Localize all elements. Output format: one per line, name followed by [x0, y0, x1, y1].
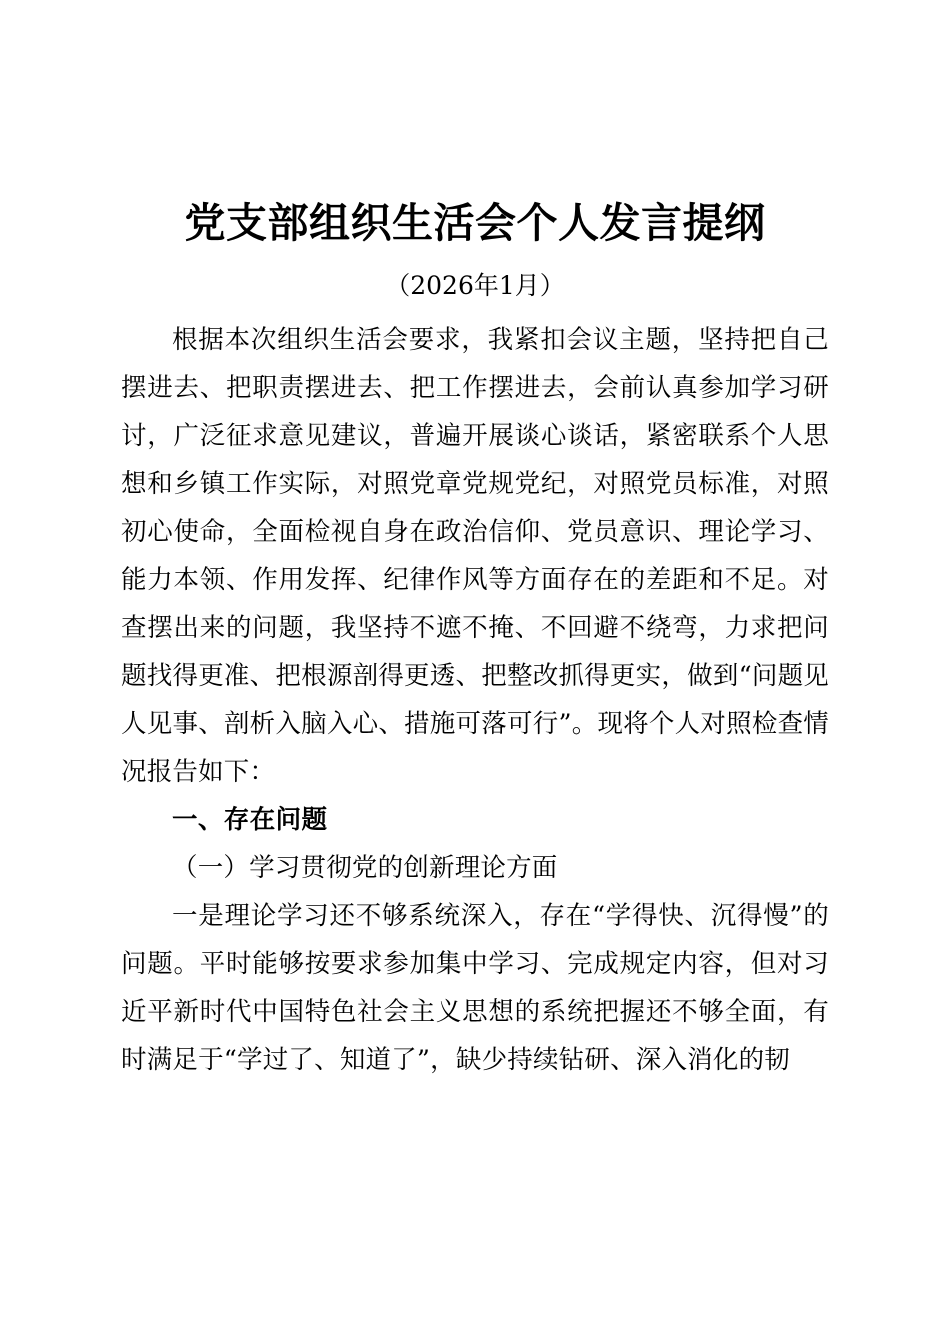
page-title: 党支部组织生活会个人发言提纲	[184, 199, 766, 247]
section-heading-existing-problems: 一、存在问题	[172, 805, 328, 835]
sub-paragraph-first-point: 一是理论学习还不够系统深入，存在“学得快、沉得慢”的问题。平时能够按要求参加集中学习、完成规定内容，但对习近平新时代中国特色社会主义思想的系统把握还不够全面，有时满足于“学过了、知道了”，缺少持续钻研、深入消化的韧	[121, 901, 829, 1075]
opening-paragraph: 根据本次组织生活会要求，我紧扣会议主题，坚持把自己摆进去、把职责摆进去、把工作摆进去，会前认真参加学习研讨，广泛征求意见建议，普遍开展谈心谈话，紧密联系个人思想和乡镇工作实际，对照党章党规党纪，对照党员标准，对照初心使命，全面检视自身在政治信仰、党员意识、理论学习、能力本领、作用发挥、纪律作风等方面存在的差距和不足。对查摆出来的问题，我坚持不遮不掩、不回避不绕弯，力求把问题找得更准、把根源剖得更透、把整改抓得更实，做到“问题见人见事、剖析入脑入心、措施可落可行”。现将个人对照检查情况报告如下：	[121, 325, 829, 787]
sub-heading-theory-study: （一）学习贯彻党的创新理论方面	[172, 853, 558, 883]
document-body	[121, 316, 829, 1084]
document-date-subtitle: （2026年1月）	[385, 271, 565, 300]
